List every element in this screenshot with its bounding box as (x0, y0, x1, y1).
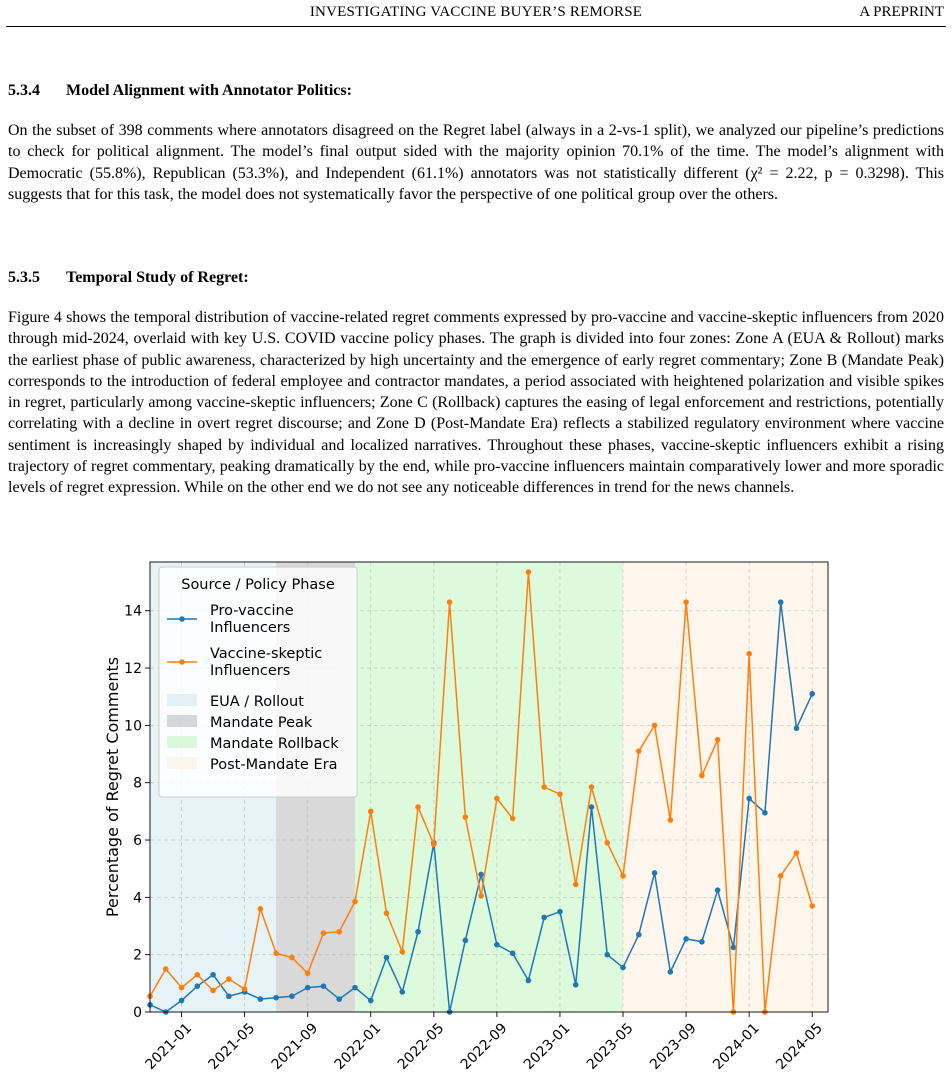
figure-regret-timeline (0, 477, 952, 1081)
data-point (557, 791, 563, 797)
data-point (809, 903, 815, 909)
data-point (778, 599, 784, 605)
data-point (258, 906, 264, 912)
legend-swatch (167, 736, 197, 748)
data-point (195, 983, 201, 989)
data-point (463, 938, 469, 944)
y-tick-label: 0 (133, 1005, 142, 1021)
x-tick-label: 2024-01 (710, 1020, 763, 1073)
data-point (258, 996, 264, 1002)
x-tick-label: 2023-01 (520, 1020, 574, 1073)
header-rule (6, 26, 946, 27)
legend-label: Post-Mandate Era (210, 757, 338, 773)
data-point (289, 955, 295, 961)
data-point (731, 945, 737, 951)
data-point (746, 796, 752, 802)
section-534-body: On the subset of 398 comments where annotators disagreed on the Regret label (always in a 2-vs-1 split), we analyzed our pipeline’s predictions to check for political alignment. The model’s final output sided with the majority opinion 70.1% of the time. The model’s alignment with Democratic (55.8%), Republican (53.3%), and Independent (61.1%) annotators was not statistically different (χ² = 2.22, p = 0.3298). This suggests that for this task, the model does not systematically favor the perspective of one political group over the others. (8, 122, 944, 203)
y-axis-label: Percentage of Regret Comments (103, 656, 122, 918)
running-header (0, 0, 952, 26)
data-point (526, 978, 532, 984)
data-point (636, 748, 642, 754)
y-tick-label: 10 (124, 718, 142, 735)
data-point (762, 810, 768, 816)
x-tick-label: 2022-05 (394, 1020, 448, 1073)
data-point (384, 910, 390, 916)
running-title: INVESTIGATING VACCINE BUYER’S REMORSE (309, 4, 643, 20)
data-point (163, 966, 169, 972)
data-point (589, 784, 595, 790)
data-point (352, 985, 358, 991)
y-tick-label: 4 (133, 890, 142, 907)
data-point (573, 882, 579, 888)
x-tick-label: 2022-09 (457, 1020, 511, 1073)
data-point (478, 893, 484, 899)
data-point (604, 840, 610, 846)
legend-marker (179, 659, 185, 665)
section-heading-534 (8, 82, 352, 100)
data-point (415, 804, 421, 810)
data-point (242, 986, 248, 992)
section-title: Model Alignment with Annotator Politics: (66, 82, 352, 99)
data-point (273, 950, 279, 956)
data-point (620, 873, 626, 879)
data-point (321, 930, 327, 936)
data-point (778, 873, 784, 879)
data-point (368, 809, 374, 815)
data-point (399, 989, 405, 995)
y-tick-label: 14 (124, 603, 142, 620)
data-point (210, 988, 216, 994)
data-point (809, 691, 815, 697)
data-point (683, 936, 689, 942)
legend-title: Source / Policy Phase (181, 577, 335, 593)
data-point (510, 950, 516, 956)
y-tick-label: 8 (133, 775, 142, 792)
legend-swatch (167, 715, 197, 727)
data-point (478, 872, 484, 878)
data-point (652, 723, 658, 729)
data-point (305, 985, 311, 991)
legend-label: Vaccine-skeptic (210, 646, 323, 662)
section-title: Temporal Study of Regret: (66, 269, 249, 286)
legend-label: Mandate Peak (210, 715, 313, 731)
preprint-label: A PREPRINT (859, 4, 944, 20)
data-point (289, 993, 295, 999)
data-point (652, 870, 658, 876)
zone-band (355, 562, 623, 1012)
y-tick-label: 12 (124, 661, 142, 678)
data-point (604, 952, 610, 958)
data-point (463, 814, 469, 820)
data-point (699, 773, 705, 779)
section-heading-535 (8, 269, 249, 287)
data-point (226, 976, 232, 982)
data-point (746, 651, 752, 657)
y-tick-label: 2 (133, 947, 142, 964)
legend-label: EUA / Rollout (210, 694, 304, 710)
regret-line-chart (0, 477, 952, 1081)
legend-swatch (167, 757, 197, 769)
data-point (683, 599, 689, 605)
section-535-body: Figure 4 shows the temporal distribution of vaccine-related regret comments expressed by pro-vaccine and vaccine-skeptic influencers from 2020 through mid-2024, overlaid with key U.S. COVID vaccine policy phases. The graph is divided into four zones: Zone A (EUA & Rollout) marks the earliest phase of public awareness, characterized by high uncertainty and the emergence of early regret commentary; Zone B (Mandate Peak) corresponds to the introduction of federal employee and contractor mandates, a period associated with heightened polarization and visible spikes in regret, particularly among vaccine-skeptic influencers; Zone C (Rollback) captures the easing of legal enforcement and restrictions, potentially correlating with a decline in overt regret discourse; and Zone D (Post-Mandate Era) reflects a stabilized regulatory environment where vaccine sentiment is increasingly shaped by individual and localized narratives. Throughout these phases, vaccine-skeptic influencers exhibit a rising trajectory of regret commentary, peaking dramatically by the end, while pro-vaccine influencers maintain comparatively lower and more sporadic levels of regret expression. While on the other end we do not see any noticeable differences in trend for the news channels. (8, 309, 944, 497)
data-point (352, 899, 358, 905)
section-number: 5.3.5 (8, 269, 40, 286)
data-point (368, 998, 374, 1004)
data-point (415, 929, 421, 935)
data-point (668, 969, 674, 975)
data-point (636, 932, 642, 938)
data-point (715, 737, 721, 743)
data-point (668, 817, 674, 823)
x-tick-label: 2021-09 (268, 1020, 322, 1073)
x-tick-label: 2021-01 (142, 1020, 196, 1073)
section-number: 5.3.4 (8, 82, 40, 99)
data-point (447, 599, 453, 605)
legend-label: Mandate Rollback (210, 736, 339, 752)
data-point (620, 965, 626, 971)
y-tick-label: 6 (133, 833, 142, 850)
x-tick-label: 2023-09 (647, 1020, 700, 1073)
data-point (273, 995, 279, 1001)
data-point (384, 955, 390, 961)
data-point (336, 996, 342, 1002)
data-point (336, 929, 342, 935)
data-point (794, 850, 800, 856)
data-point (305, 971, 311, 977)
data-point (699, 939, 705, 945)
data-point (321, 983, 327, 989)
x-tick-label: 2021-05 (205, 1020, 259, 1073)
legend-label: Influencers (210, 663, 291, 679)
data-point (589, 804, 595, 810)
data-point (510, 816, 516, 822)
data-point (794, 725, 800, 731)
data-point (179, 998, 185, 1004)
data-point (399, 949, 405, 955)
legend-swatch (167, 694, 197, 706)
legend-label: Pro-vaccine (210, 603, 294, 619)
data-point (494, 942, 500, 948)
data-point (179, 985, 185, 991)
x-tick-label: 2024-05 (773, 1020, 826, 1073)
legend-marker (179, 616, 185, 622)
legend-label: Influencers (210, 620, 291, 636)
x-tick-label: 2023-05 (583, 1020, 637, 1073)
data-point (431, 842, 437, 848)
data-point (715, 887, 721, 893)
zone-band (623, 562, 828, 1012)
data-point (557, 909, 563, 915)
data-point (226, 993, 232, 999)
x-tick-label: 2022-01 (331, 1020, 385, 1073)
data-point (494, 796, 500, 802)
data-point (210, 972, 216, 978)
data-point (526, 569, 532, 575)
data-point (541, 915, 547, 921)
data-point (195, 972, 201, 978)
data-point (541, 784, 547, 790)
data-point (573, 982, 579, 988)
